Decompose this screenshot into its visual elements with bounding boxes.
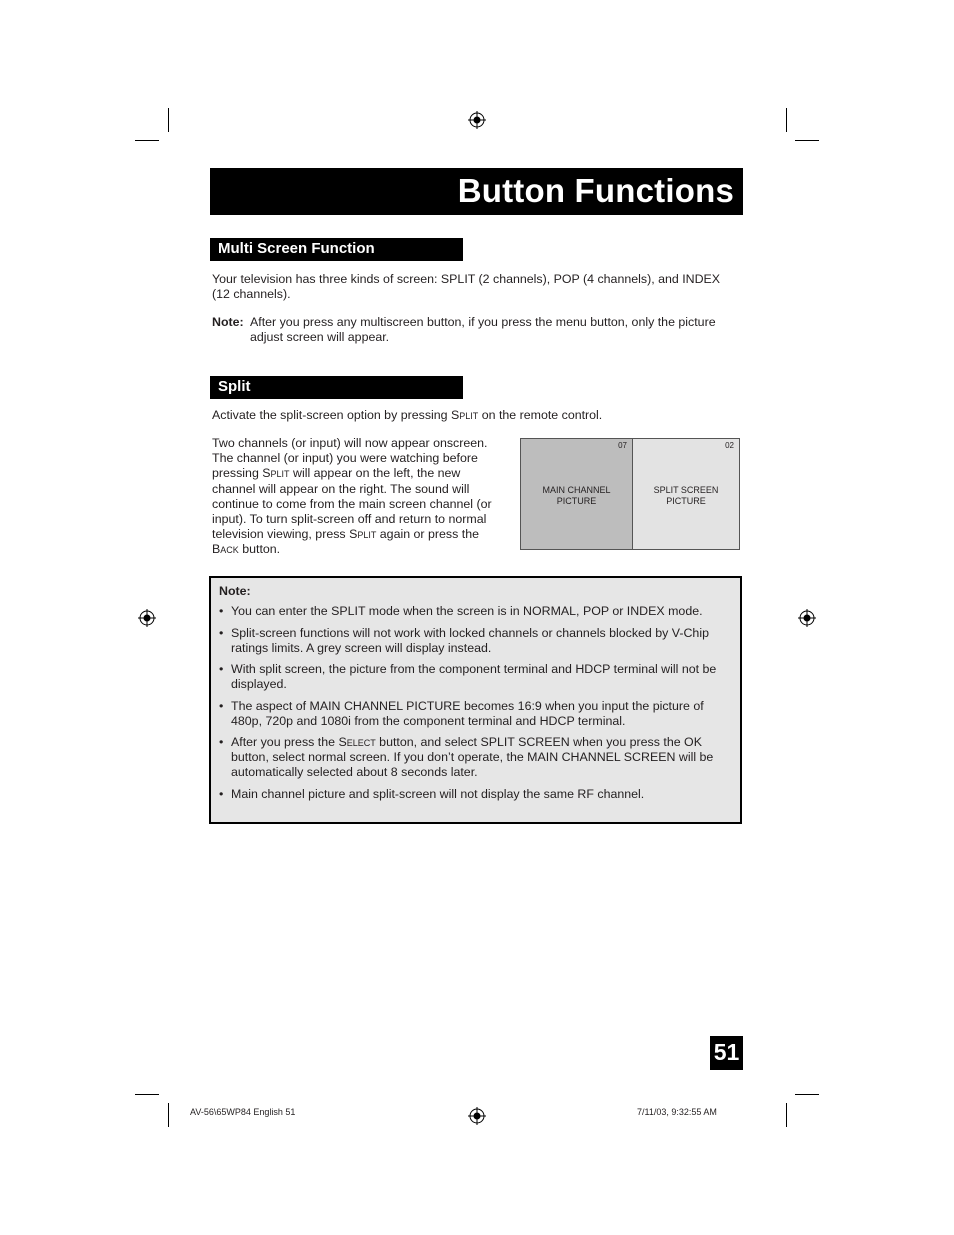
registration-mark-icon [798,609,816,627]
registration-mark-icon [138,609,156,627]
list-item [217,699,732,729]
split-screen-diagram [520,438,740,550]
caption-line: MAIN CHANNEL [542,485,611,495]
split-description-text: button. [238,542,281,557]
bullet-icon: • [219,662,224,676]
crop-mark [168,1103,169,1127]
note-label: Note: [212,315,244,329]
split-description-text: again or press the [376,527,479,542]
section-heading-label: Split [218,378,251,395]
note-item-text: The aspect of MAIN CHANNEL PICTURE becomes 16:9 when you input the picture of 480p, 720p and 1080i from the component terminal and HDCP terminal. [231,698,704,728]
bullet-icon: • [219,625,224,640]
note-item-text: Split-screen functions will not work with locked channels or channels blocked by V-Chip ratings limits. A grey screen will display instead. [231,625,709,655]
activate-paragraph [212,408,737,423]
crop-mark [795,1094,819,1095]
activate-text: Activate the split-screen option by pressing [212,408,451,422]
bullet-icon: • [219,698,224,713]
title-bar [210,168,743,215]
footer-file-info: AV-56\65WP84 English 51 [190,1107,296,1117]
back-key-name: Back [212,542,239,557]
crop-mark [786,1103,787,1127]
note-item-text: With split screen, the picture from the component terminal and HDCP terminal will not be displayed. [231,662,717,691]
notes-list [217,604,732,808]
activate-text: on the remote control. [478,408,603,422]
split-screen-pane [633,439,739,549]
crop-mark [786,108,787,132]
bullet-icon: • [219,735,224,749]
crop-mark [168,108,169,132]
crop-mark [135,140,159,141]
split-channel-number: 02 [725,441,734,450]
note-item-text: Main channel picture and split-screen will not display the same RF channel. [231,786,645,801]
page-number: 51 [713,1039,740,1065]
split-screen-caption [633,485,739,507]
notes-heading: Note: [219,584,251,598]
section-heading-split [210,376,463,399]
list-item [217,604,732,619]
caption-line: PICTURE [556,496,597,506]
note-item-text: You can enter the SPLIT mode when the screen is in NORMAL, POP or INDEX mode. [231,604,703,618]
bullet-icon: • [219,786,224,801]
crop-mark [795,140,819,141]
split-key-name: Split [262,466,290,481]
list-item [217,662,732,692]
split-description [212,436,507,558]
list-item [217,626,732,656]
section-heading-multi-screen [210,238,463,261]
split-key-name: Split [451,408,479,422]
split-key-name: Split [349,527,377,542]
split-notes-box [209,576,742,824]
caption-line: PICTURE [666,496,706,506]
page-title: Button Functions [457,172,734,209]
page-number-badge [710,1036,743,1070]
registration-mark-icon [468,1107,486,1125]
main-channel-caption [521,485,632,507]
select-key-name: Select [338,735,376,749]
registration-mark-icon [468,111,486,129]
note-item-text: button, and select SPLIT SCREEN when you press the OK button, select normal screen. If you don’t operate, the MAIN CHANNEL SCREEN will be automatically selected about 8 seconds later. [231,735,714,779]
intro-paragraph: Your television has three kinds of screen: SPLIT (2 channels), POP (4 channels), and INDEX (12 channels). [212,272,721,301]
main-channel-pane [521,439,633,549]
note-item-text: After you press the [231,735,339,749]
main-channel-number: 07 [618,441,627,450]
caption-line: SPLIT SCREEN [653,485,719,495]
list-item [217,735,732,780]
crop-mark [135,1094,159,1095]
footer-timestamp: 7/11/03, 9:32:55 AM [637,1107,717,1117]
split-description-text: will appear on the left, the new channel will appear on the right. The sound will continue to come from the main screen channel (or input). To turn split-screen off and return to normal television viewing, press [212,466,492,542]
bullet-icon: • [219,604,224,618]
section-heading-label: Multi Screen Function [218,240,375,257]
note-text: After you press any multiscreen button, if you press the menu button, only the picture adjust screen will appear. [250,315,716,344]
list-item [217,787,732,802]
split-description-text: Two channels (or input) will now appear onscreen. The channel (or input) you were watching before pressing [212,436,488,481]
